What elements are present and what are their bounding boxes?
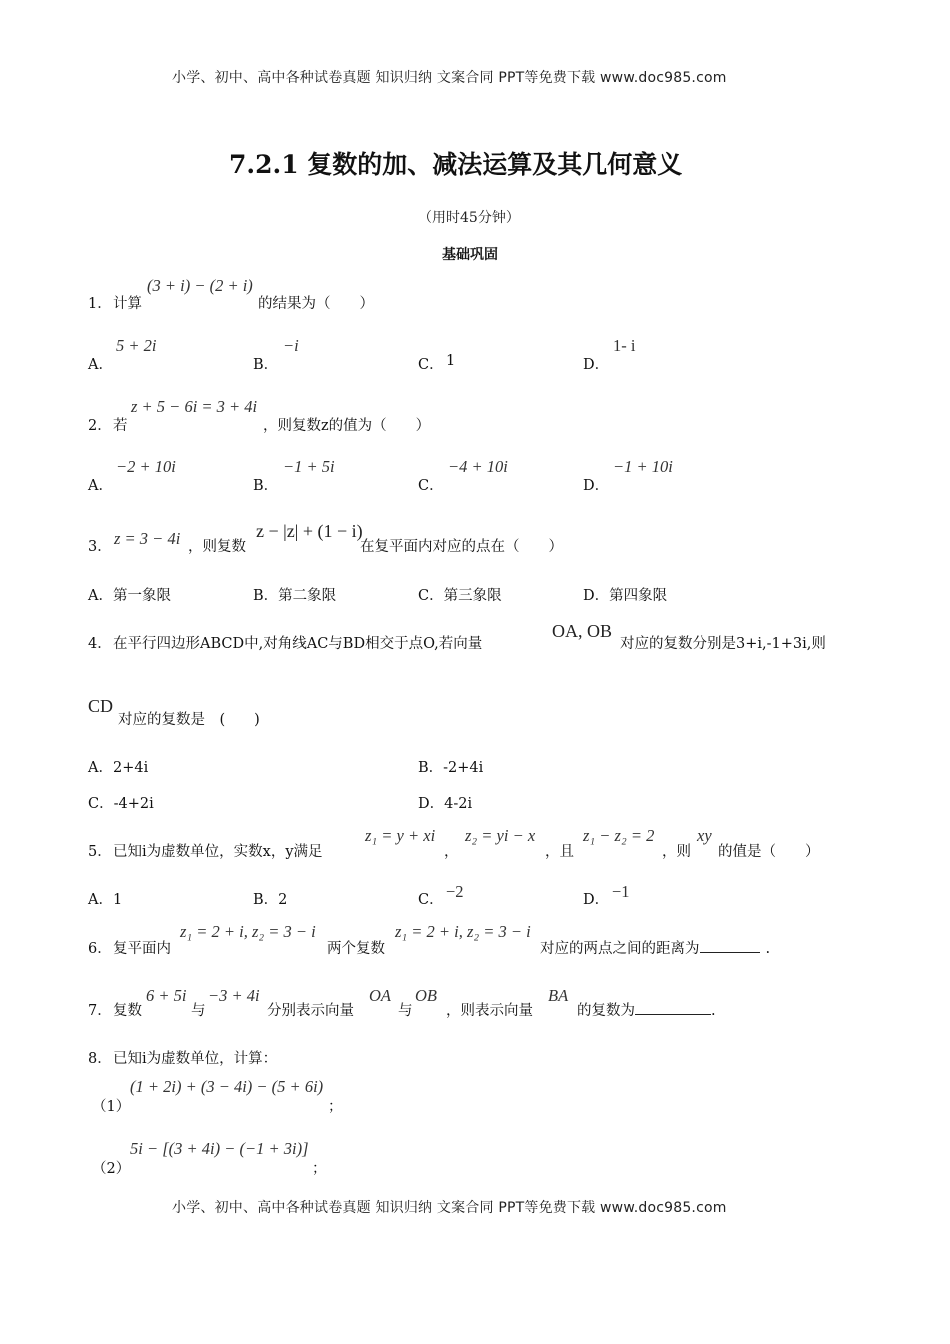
q2-number: 2． (88, 418, 112, 434)
q2-option-c-value: −4 + 10i (448, 457, 508, 476)
q2-suffix: ，则复数z的值为（ ） (263, 418, 431, 434)
q2-option-c-label: C． (418, 478, 444, 494)
q8-part-2-expression: 5i − [(3 + 4i) − (−1 + 3i)] (130, 1139, 309, 1158)
q7-vector-ba: BA (548, 986, 569, 1005)
q6-prefix: 复平面内 (113, 941, 171, 957)
q3-number: 3． (88, 539, 112, 555)
q3-expression-1: z = 3 − 4i (114, 529, 181, 548)
q1-option-b-label: B． (253, 357, 279, 373)
q8-part-2-end: ； (312, 1161, 327, 1177)
q7-and-2: 与 (398, 1003, 413, 1019)
q2-option-b-value: −1 + 5i (283, 457, 335, 476)
q7-suffix: 的复数为 . (577, 999, 716, 1020)
q3-expression-2: z − |z| + (1 − i) (256, 521, 363, 541)
q7-vector-ob: OB (415, 986, 437, 1005)
q6-answer-blank[interactable] (700, 938, 760, 953)
q1-suffix: 的结果为（ ） (258, 296, 374, 312)
q1-option-a-label: A． (88, 357, 113, 373)
q2-option-d-label: D． (583, 478, 610, 494)
q5-option-d-value: −1 (612, 882, 630, 901)
q7-answer-blank[interactable] (635, 1000, 711, 1015)
q2-option-a-value: −2 + 10i (116, 457, 176, 476)
q2-option-d-value: −1 + 10i (613, 457, 673, 476)
q5-expression-z1: z₁ = y + xi (365, 826, 436, 845)
q3-option-b: B．第二象限 (253, 588, 337, 604)
q3-option-a: A．第一象限 (88, 588, 171, 604)
q1-option-b-value: −i (283, 336, 299, 355)
q7-represent: 分别表示向量 (267, 1003, 354, 1019)
q4-vectors: OA, OB (552, 621, 613, 641)
q2-option-a-label: A． (88, 478, 113, 494)
q7-prefix: 复数 (113, 1003, 142, 1019)
q4-line-2: 对应的复数是 ( ) (118, 712, 260, 728)
q5-option-c-label: C． (418, 892, 444, 908)
q2-prefix: 若 (113, 418, 128, 434)
q7-number: 7． (88, 1003, 112, 1019)
q7-expression-2: −3 + 4i (208, 986, 260, 1005)
q5-option-c-value: −2 (446, 882, 464, 901)
q1-expression: (3 + i) − (2 + i) (147, 276, 253, 295)
q5-option-d-label: D． (583, 892, 610, 908)
q3-middle: ，则复数 (188, 539, 246, 555)
q2-expression: z + 5 − 6i = 3 + 4i (131, 397, 258, 416)
q1-option-d-label: D． (583, 357, 610, 373)
q6-suffix: 对应的两点之间的距离为 . (540, 937, 770, 958)
q1-option-c-value: 1 (446, 353, 456, 369)
q5-expression-diff: z₁ − z₂ = 2 (583, 826, 655, 845)
q6-middle: 两个复数 (327, 941, 385, 957)
q3-suffix: 在复平面内对应的点在（ ） (360, 539, 563, 555)
q4-option-b: B．-2+4i (418, 760, 484, 776)
q8-part-1-end: ； (328, 1099, 343, 1115)
q5-then: ，则 (662, 844, 691, 860)
q2-option-b-label: B． (253, 478, 279, 494)
q5-prefix: 已知i为虚数单位，实数x，y满足 (113, 844, 323, 860)
q8-part-1-label: （1） (92, 1099, 131, 1115)
q6-expression-2: z₁ = 2 + i, z₂ = 3 − i (395, 922, 531, 941)
q5-suffix: 的值是（ ） (718, 844, 820, 860)
q7-then: ，则表示向量 (446, 1003, 533, 1019)
q5-number: 5． (88, 844, 112, 860)
q1-option-d-value: 1- i (613, 336, 636, 355)
q5-expression-z2: z₂ = yi − x (465, 826, 536, 845)
q4-option-c: C．-4+2i (88, 796, 154, 812)
q1-number: 1． (88, 296, 112, 312)
q4-option-d: D．4-2i (418, 796, 473, 812)
time-limit: （用时45分钟） (418, 210, 520, 226)
q3-option-c: C．第三象限 (418, 588, 502, 604)
q8-part-2-label: （2） (92, 1161, 131, 1177)
q5-expression-xy: xy (697, 826, 712, 845)
q7-and-1: 与 (191, 1003, 206, 1019)
q7-expression-1: 6 + 5i (146, 986, 187, 1005)
q8-prefix: 已知i为虚数单位，计算： (113, 1051, 278, 1067)
page-title: 7.2.1 复数的加、减法运算及其几何意义 (229, 150, 683, 179)
q5-connector: ，且 (545, 844, 574, 860)
q4-suffix: 对应的复数分别是3+i,-1+3i,则 (620, 636, 826, 652)
q7-vector-oa: OA (369, 986, 391, 1005)
q3-option-d: D．第四象限 (583, 588, 668, 604)
q4-vector-cd: CD (88, 696, 114, 716)
q4-option-a: A．2+4i (88, 760, 149, 776)
q1-prefix: 计算 (113, 296, 142, 312)
site-footer: 小学、初中、高中各种试卷真题 知识归纳 文案合同 PPT等免费下载 www.doc985.com (172, 1200, 727, 1216)
q5-option-a: A．1 (88, 892, 123, 908)
section-heading: 基础巩固 (442, 247, 498, 263)
q6-expression-1: z₁ = 2 + i, z₂ = 3 − i (180, 922, 316, 941)
q8-number: 8． (88, 1051, 112, 1067)
site-header: 小学、初中、高中各种试卷真题 知识归纳 文案合同 PPT等免费下载 www.doc985.com (172, 70, 727, 86)
q1-option-c-label: C． (418, 357, 444, 373)
q1-option-a-value: 5 + 2i (116, 336, 157, 355)
q8-part-1-expression: (1 + 2i) + (3 − 4i) − (5 + 6i) (130, 1077, 324, 1096)
q6-number: 6． (88, 941, 112, 957)
q4-number: 4． (88, 636, 112, 652)
q5-option-b: B．2 (253, 892, 288, 908)
q5-comma-1: ， (444, 844, 459, 860)
q4-prefix: 在平行四边形ABCD中,对角线AC与BD相交于点O,若向量 (113, 636, 483, 652)
